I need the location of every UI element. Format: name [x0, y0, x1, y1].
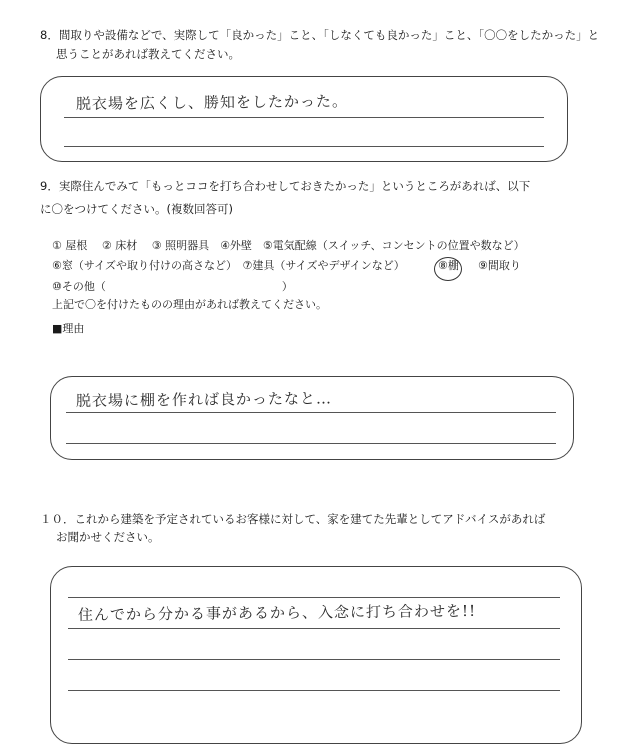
q8-answer-rule-1	[64, 117, 544, 118]
q9-options-row2a: ⑥窓（サイズや取り付けの高さなど） ⑦建具（サイズやデザインなど）	[52, 259, 405, 272]
q10-handwritten-answer: 住んでから分かる事があるから、入念に打ち合わせを!!	[77, 601, 477, 624]
q9-answer-rule-1	[66, 412, 556, 413]
q9-circle-mark	[434, 257, 462, 281]
q9-reason-label: ■理由	[52, 322, 85, 335]
q10-answer-rule-3	[68, 659, 560, 660]
q8-text-line1: 8．間取りや設備などで、実際して「良かった」こと、「しなくても良かった」こと、「〇〇をしたかった」と	[40, 28, 600, 42]
q10-answer-rule-4	[68, 690, 560, 691]
q8-text-line2: 思うことがあれば教えてください。	[56, 47, 240, 61]
q10-text-line2: お聞かせください。	[56, 530, 160, 544]
q9-reason-prompt: 上記で〇を付けたものの理由があれば教えてください。	[52, 298, 327, 311]
q9-text-line2: に〇をつけてください。(複数回答可)	[40, 202, 233, 216]
q9-text-line1: 9．実際住んでみて「もっとココを打ち合わせしておきたかった」というところがあれば、以下	[40, 179, 531, 193]
q10-answer-box	[50, 566, 582, 744]
q8-answer-rule-2	[64, 146, 544, 147]
q9-handwritten-answer: 脱衣場に棚を作れば良かったなと…	[75, 389, 333, 410]
q10-text-line1: １０．これから建築を予定されているお客様に対して、家を建てた先輩としてアドバイスがあれば	[40, 512, 546, 526]
q9-options-row1: ① 屋根 ② 床材 ③ 照明器具 ④外壁 ⑤電気配線（スイッチ、コンセントの位置や数など）	[52, 239, 525, 252]
q8-handwritten-answer: 脱衣場を広くし、勝知をしたかった。	[75, 92, 349, 113]
q9-option-shelf: ⑧棚	[438, 259, 459, 272]
q9-answer-rule-2	[66, 443, 556, 444]
q10-answer-rule-1	[68, 597, 560, 598]
q9-options-row3: ⑩その他（ ）	[52, 280, 293, 293]
q9-options-row2b: ⑨間取り	[478, 259, 521, 272]
q8-answer-box	[40, 76, 568, 162]
q10-answer-rule-2	[68, 628, 560, 629]
